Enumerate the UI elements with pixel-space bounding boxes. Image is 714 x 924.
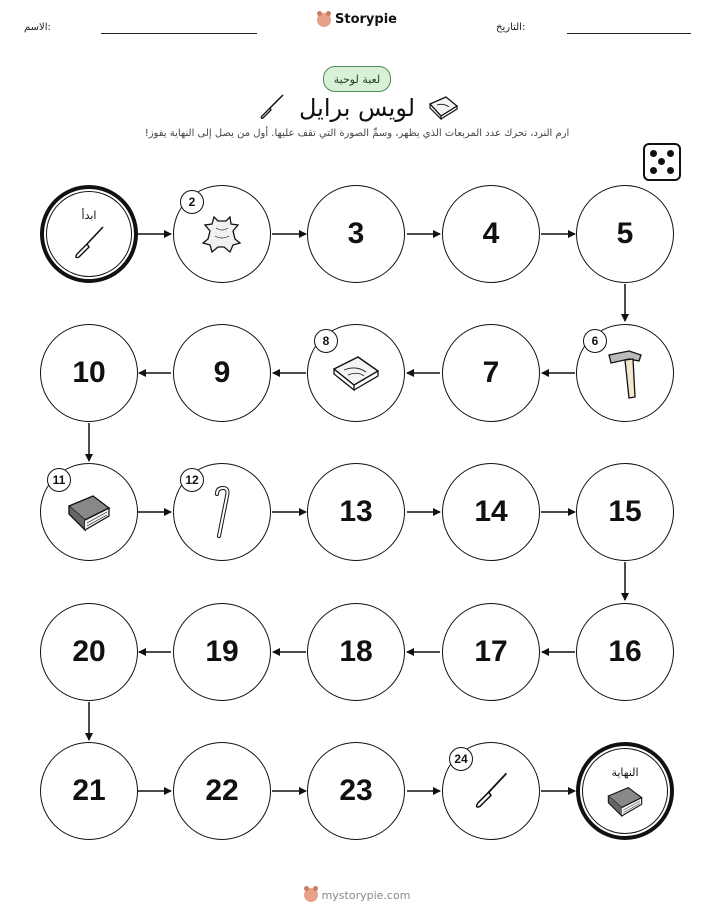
board-cell-2[interactable] (173, 185, 271, 283)
board-cell-5[interactable] (576, 185, 674, 283)
board-cell-9[interactable] (173, 324, 271, 422)
board-cell-15[interactable] (576, 463, 674, 561)
board-cell-19[interactable] (173, 603, 271, 701)
cell-number-badge: 2 (180, 190, 204, 214)
footer-url[interactable]: mystorypie.com (321, 888, 411, 902)
book-icon (603, 781, 647, 821)
board-cell-14[interactable] (442, 463, 540, 561)
board-cell-20[interactable] (40, 603, 138, 701)
board-cell-8[interactable] (307, 324, 405, 422)
board-cell-finish[interactable] (576, 742, 674, 840)
start-label: ابدأ (81, 209, 97, 222)
cell-number-badge: 8 (314, 329, 338, 353)
instructions: ارم النرد، تحرك عدد المربعات الذي يظهر، وسمِّ الصورة التي تقف عليها. أول من يصل إلى النهاية يفوز! (144, 128, 570, 139)
board-cell-24[interactable] (442, 742, 540, 840)
cell-number: 21 (72, 774, 106, 807)
board-cell-13[interactable] (307, 463, 405, 561)
cell-number: 14 (474, 495, 508, 528)
brand-name: Storypie (335, 12, 397, 27)
cell-number: 18 (339, 635, 373, 668)
board-cell-6[interactable] (576, 324, 674, 422)
cell-number: 5 (616, 217, 634, 250)
cell-number: 13 (339, 495, 373, 528)
awl-icon (69, 223, 109, 263)
footer (0, 888, 714, 902)
board-cell-11[interactable] (40, 463, 138, 561)
finish-label: النهاية (611, 766, 639, 779)
board-cell-12[interactable] (173, 463, 271, 561)
cell-number: 16 (608, 635, 642, 668)
cell-number-badge: 6 (583, 329, 607, 353)
cell-number: 9 (213, 356, 231, 389)
board-cell-7[interactable] (442, 324, 540, 422)
book-icon (63, 488, 115, 536)
name-label: الاسم: (24, 22, 51, 33)
cell-number: 3 (347, 217, 365, 250)
board-cell-start[interactable] (40, 185, 138, 283)
cell-number: 10 (72, 356, 106, 389)
cell-number: 15 (608, 495, 642, 528)
cell-number: 4 (482, 217, 500, 250)
board-cell-21[interactable] (40, 742, 138, 840)
bear-icon (304, 888, 318, 902)
page-title: لويس برايل (298, 94, 416, 122)
leather-pad-icon (330, 353, 382, 393)
board-cell-10[interactable] (40, 324, 138, 422)
cell-number: 22 (205, 774, 239, 807)
cell-number: 7 (482, 356, 500, 389)
cell-number-badge: 11 (47, 468, 71, 492)
board-cell-4[interactable] (442, 185, 540, 283)
hammer-icon (603, 345, 647, 401)
board-cell-16[interactable] (576, 603, 674, 701)
cell-number: 19 (205, 635, 239, 668)
board-cell-18[interactable] (307, 603, 405, 701)
awl-icon (469, 769, 513, 813)
cell-number-badge: 24 (449, 747, 473, 771)
board-cell-22[interactable] (173, 742, 271, 840)
board-cell-17[interactable] (442, 603, 540, 701)
cell-number: 17 (474, 635, 508, 668)
board-cell-23[interactable] (307, 742, 405, 840)
board-game-badge: لعبة لوحية (323, 66, 391, 92)
cell-number: 23 (339, 774, 373, 807)
cane-icon (207, 484, 237, 540)
cell-number-badge: 12 (180, 468, 204, 492)
cell-number: 20 (72, 635, 106, 668)
animal-hide-icon (200, 212, 244, 256)
date-label: التاريخ: (496, 22, 526, 33)
board-cell-3[interactable] (307, 185, 405, 283)
